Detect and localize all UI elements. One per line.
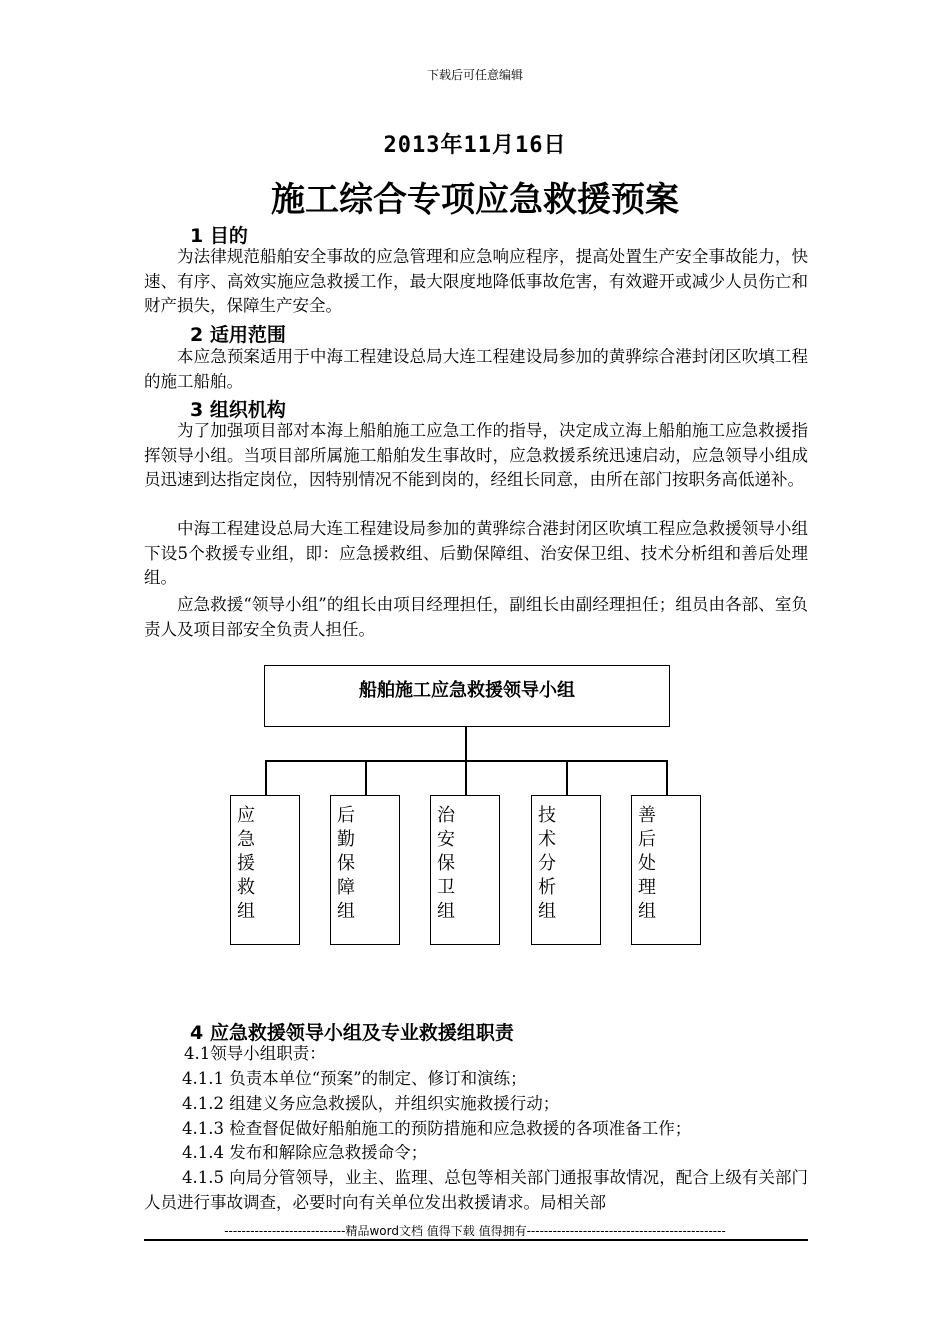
org-chart-root: 船舶施工应急救援领导小组 xyxy=(264,665,670,727)
org-connector-5 xyxy=(666,760,668,795)
footer-rule xyxy=(144,1239,808,1241)
section-4-line-3: 4.1.2 组建义务应急救援队，并组织实施救援行动； xyxy=(182,1094,560,1113)
org-box-technical xyxy=(531,795,601,945)
section-4-paragraph: 4.1.5 向局分管领导，业主、监理、总包等相关部门通报事故情况，配合上级有关部门人员进行事故调查，必要时向有关单位发出救援请求。局相关部 xyxy=(144,1168,808,1212)
org-connector-2 xyxy=(365,760,367,795)
org-box-security xyxy=(430,795,500,945)
footer-note: ----------------------------精品word文档 值得下载 值得拥有---------------------------------------------- xyxy=(224,1224,726,1238)
section-heading-4: 4 应急救援领导小组及专业救援组职责 xyxy=(190,1022,514,1044)
section-1-paragraph: 为法律规范船舶安全事故的应急管理和应急响应程序，提高处置生产安全事故能力，快速、有序、高效实施应急救援工作，最大限度地降低事故危害，有效避开或减少人员伤亡和财产损失，保障生产安全。 xyxy=(144,247,808,315)
header-note: 下载后可任意编辑 xyxy=(426,68,523,82)
org-connector-4 xyxy=(566,760,568,795)
org-box-label: 善后处理组 xyxy=(638,805,656,922)
org-box-label: 后勤保障组 xyxy=(337,805,355,922)
org-box-label: 应急援救组 xyxy=(237,805,255,922)
org-box-aftermath xyxy=(631,795,701,945)
section-3-paragraph-1: 为了加强项目部对本海上船舶施工应急工作的指导，决定成立海上船舶施工应急救援指挥领导小组。当项目部所属施工船舶发生事故时，应急救援系统迅速启动，应急领导小组成员迅速到达指定岗位，因特别情况不能到岗的，经组长同意，由所在部门按职务高低递补。 xyxy=(144,421,808,489)
document-date: 2013年11月16日 xyxy=(383,133,567,158)
document-title: 施工综合专项应急救援预案 xyxy=(271,180,679,220)
org-box-logistics xyxy=(330,795,400,945)
org-connector-trunk xyxy=(465,727,467,761)
section-heading-2: 2 适用范围 xyxy=(190,324,286,346)
section-heading-1: 1 目的 xyxy=(190,225,248,247)
section-4-line-4: 4.1.3 检查督促做好船舶施工的预防措施和应急救援的各项准备工作； xyxy=(182,1119,692,1138)
org-box-label: 治安保卫组 xyxy=(437,805,455,922)
section-heading-3: 3 组织机构 xyxy=(190,399,286,421)
section-4-line-2: 4.1.1 负责本单位“预案”的制定、修订和演练； xyxy=(182,1069,527,1088)
section-4-line-5: 4.1.4 发布和解除应急救援命令； xyxy=(182,1143,428,1162)
section-3-paragraph-3: 应急救援“领导小组”的组长由项目经理担任，副组长由副经理担任；组员由各部、室负责人及项目部安全负责人担任。 xyxy=(144,595,808,639)
org-connector-1 xyxy=(265,760,267,795)
org-connector-3 xyxy=(465,760,467,795)
section-3-paragraph-2: 中海工程建设总局大连工程建设局参加的黄骅综合港封闭区吹填工程应急救援领导小组下设5个救援专业组，即：应急援救组、后勤保障组、治安保卫组、技术分析组和善后处理组。 xyxy=(144,519,808,587)
org-box-label: 技术分析组 xyxy=(538,805,556,922)
org-box-rescue xyxy=(230,795,300,945)
section-4-line-1: 4.1领导小组职责： xyxy=(184,1044,326,1063)
section-2-paragraph: 本应急预案适用于中海工程建设总局大连工程建设局参加的黄骅综合港封闭区吹填工程的施工船舶。 xyxy=(144,347,808,391)
